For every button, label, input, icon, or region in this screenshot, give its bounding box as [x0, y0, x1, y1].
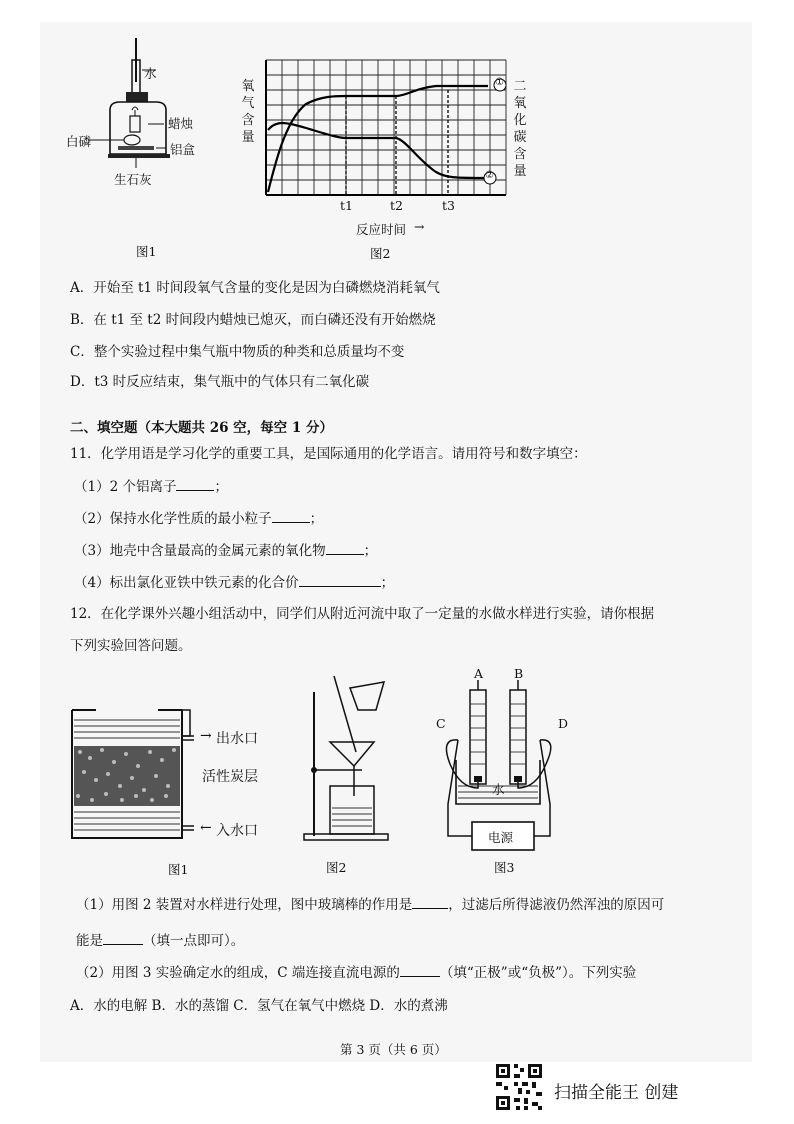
scanner-watermark: 扫描全能王 创建 [554, 1083, 679, 1103]
q12-p2-line1: （2）用图 3 实验确定水的组成，C 端连接直流电源的 （填“正极”或“负极”）。下列实验 [76, 965, 637, 981]
option-d: D．t3 时反应结束，集气瓶中的气体只有二氧化碳 [70, 374, 370, 390]
answer-blank[interactable] [412, 896, 448, 909]
fig2-gas-graph [236, 50, 536, 270]
outlet-arrow: → [200, 728, 212, 744]
label-white-phosphorus: 白磷 [66, 134, 92, 149]
page-number: 第 3 页（共 6 页） [340, 1042, 447, 1057]
q12-fig2-caption: 图2 [326, 860, 347, 875]
q12-stem-line1: 12．在化学课外兴趣小组活动中，同学们从附近河流中取了一定量的水做水样进行实验，请你根据 [70, 606, 655, 622]
option-b: B．在 t1 至 t2 时间段内蜡烛已熄灭，而白磷还没有开始燃烧 [70, 312, 436, 328]
curve-mark-2: ② [485, 170, 494, 181]
label-a: A [474, 666, 484, 681]
label-al-box: 铝盒 [170, 142, 196, 157]
label-carbon-layer: 活性炭层 [202, 769, 258, 785]
inlet-arrow: ← [200, 820, 212, 836]
tick-t3: t3 [442, 198, 455, 213]
q11-item-2: （2）保持水化学性质的最小粒子 ； [74, 511, 324, 527]
graph-grid [266, 60, 516, 210]
label-quicklime: 生石灰 [114, 172, 152, 187]
answer-blank[interactable] [272, 510, 310, 523]
label-power-supply: 电源 [488, 830, 514, 845]
answer-blank[interactable] [299, 574, 381, 587]
label-candle: 蜡烛 [168, 116, 194, 131]
q12-fig2-filtration [300, 668, 410, 890]
q11-item-1: （1）2 个铝离子 ； [74, 479, 228, 495]
q12-fig3-electrolysis [430, 664, 590, 880]
y-right-label: 二氧化碳含量 [513, 79, 527, 179]
answer-blank[interactable] [103, 932, 143, 945]
q11-stem: 11．化学用语是学习化学的重要工具，是国际通用的化学语言。请用符号和数字填空： [70, 446, 587, 462]
label-b: B [514, 666, 524, 681]
fig2-caption: 图2 [370, 246, 391, 261]
label-d: D [558, 716, 569, 731]
q11-item-4: （4）标出氯化亚铁中铁元素的化合价 ； [74, 575, 395, 591]
section-title: 二、填空题（本大题共 26 空，每空 1 分） [70, 420, 333, 436]
q12-stem-line2: 下列实验回答问题。 [70, 638, 192, 654]
x-axis-label: 反应时间 [356, 222, 407, 237]
x-axis-arrow: → [414, 219, 425, 234]
tick-t1: t1 [340, 198, 353, 213]
jar-drawing [60, 30, 220, 230]
electrolysis-drawing [430, 664, 590, 850]
y-left-label: 氧气含量 [241, 79, 255, 145]
option-c: C．整个实验过程中集气瓶中物质的种类和总质量均不变 [70, 344, 405, 360]
q12-fig1-caption: 图1 [168, 862, 189, 877]
q12-fig3-caption: 图3 [494, 860, 515, 875]
purifier-drawing [66, 700, 296, 850]
fig1-caption: 图1 [136, 244, 157, 259]
qr-code-graphic [494, 1062, 544, 1112]
q12-p1-line2: 能是 （填一点即可）。 [76, 933, 245, 949]
option-a: A．开始至 t1 时间段氧气含量的变化是因为白磷燃烧消耗氧气 [70, 280, 440, 296]
fig1-jar-apparatus [60, 30, 220, 260]
q12-fig1-purifier [66, 700, 296, 890]
label-c: C [436, 716, 446, 731]
label-water: 水 [144, 66, 157, 81]
label-outlet: 出水口 [216, 731, 258, 747]
label-water: 水 [492, 782, 505, 797]
tick-t2: t2 [390, 198, 403, 213]
answer-blank[interactable] [400, 964, 440, 977]
curve-mark-1: ① [495, 77, 504, 88]
qr-code-icon [494, 1062, 544, 1112]
q12-p2-options: A．水的电解 B．水的蒸馏 C．氢气在氧气中燃烧 D．水的煮沸 [70, 998, 448, 1014]
q12-p1-line1: （1）用图 2 装置对水样进行处理，图中玻璃棒的作用是 ，过滤后所得滤液仍然浑浊的原因可 [76, 897, 665, 913]
answer-blank[interactable] [326, 542, 364, 555]
filtration-drawing [300, 668, 410, 848]
label-inlet: 入水口 [216, 823, 258, 839]
q11-item-3: （3）地壳中含量最高的金属元素的氧化物 ； [74, 543, 378, 559]
answer-blank[interactable] [176, 478, 214, 491]
